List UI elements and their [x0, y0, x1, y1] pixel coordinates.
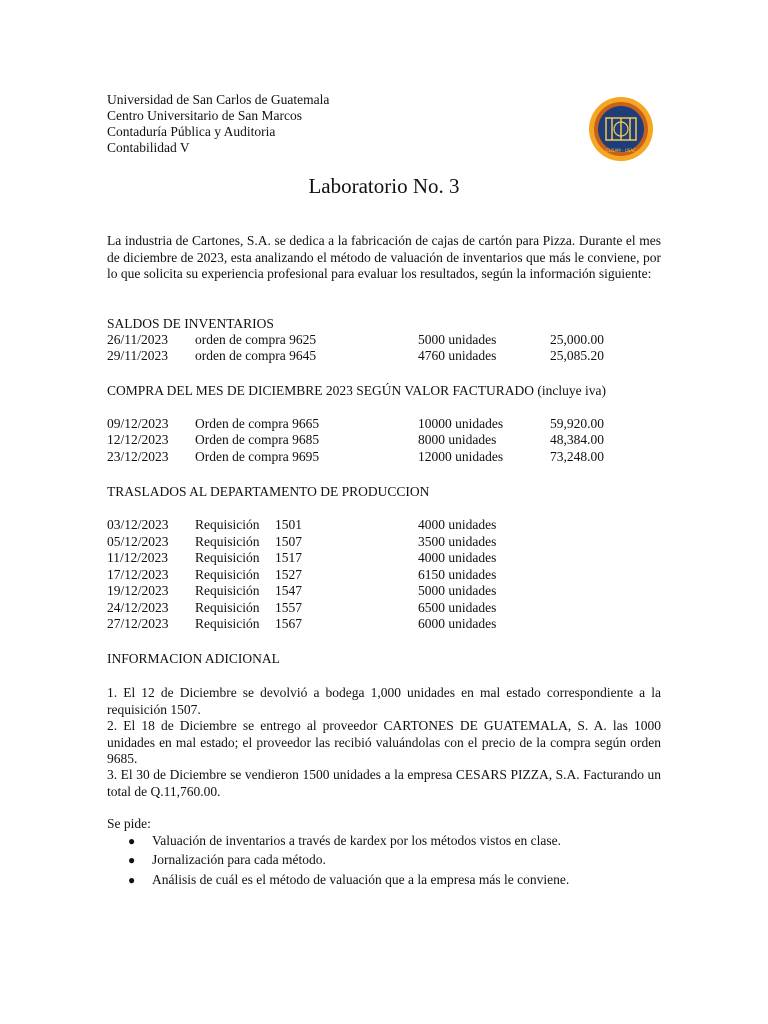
university-name: Universidad de San Carlos de Guatemala — [107, 92, 330, 107]
row-units: 5000 unidades — [418, 583, 497, 598]
table-row — [0, 449, 768, 466]
bullet-icon: ● — [128, 873, 136, 887]
row-desc: Requisición — [195, 567, 260, 582]
row-desc: Orden de compra 9685 — [195, 432, 320, 447]
campus-name: Centro Universitario de San Marcos — [107, 108, 302, 123]
course-name: Contabilidad V — [107, 140, 190, 155]
list-item: Análisis de cuál es el método de valuación que a la empresa más le conviene. — [152, 872, 570, 887]
sepide-heading: Se pide: — [107, 816, 151, 831]
row-date: 09/12/2023 — [107, 416, 169, 431]
row-units: 10000 unidades — [418, 416, 504, 431]
table-row — [0, 534, 768, 551]
row-number: 1507 — [275, 534, 302, 549]
university-seal-logo — [588, 96, 654, 162]
adicional-item-2: 2. El 18 de Diciembre se entrego al proveedor CARTONES DE GUATEMALA, S. A. las 1000 unidades en mal estado; el proveedor las recibió valuándolas con el precio de la compra según orden 9685. — [107, 718, 661, 766]
table-row — [0, 517, 768, 534]
saldos-heading: SALDOS DE INVENTARIOS — [107, 316, 274, 331]
table-row — [0, 567, 768, 584]
row-desc: orden de compra 9625 — [195, 332, 317, 347]
row-number: 1547 — [275, 583, 302, 598]
page-title: Laboratorio No. 3 — [308, 174, 460, 198]
logo-text: CUSAM - USAC — [606, 148, 636, 153]
intro-paragraph: La industria de Cartones, S.A. se dedica a la fabricación de cajas de cartón para Pizza. Durante el mes de diciembre de 2023, esta analizando el método de valuación de inventarios que más le conviene, por lo que solicita su experiencia profesional para evaluar los resultados, según la información siguiente: — [107, 233, 661, 281]
row-desc: Requisición — [195, 600, 260, 615]
career-name: Contaduría Pública y Auditoria — [107, 124, 276, 139]
row-amount: 48,384.00 — [550, 432, 604, 447]
adicional-item-1: 1. El 12 de Diciembre se devolvió a bodega 1,000 unidades en mal estado correspondiente a la requisición 1507. — [107, 685, 661, 717]
row-units: 4760 unidades — [418, 348, 497, 363]
row-desc: orden de compra 9645 — [195, 348, 317, 363]
row-date: 11/12/2023 — [107, 550, 169, 565]
table-row — [0, 348, 768, 365]
row-desc: Requisición — [195, 583, 260, 598]
table-row — [0, 416, 768, 433]
row-desc: Requisición — [195, 534, 260, 549]
row-date: 26/11/2023 — [107, 332, 169, 347]
row-amount: 59,920.00 — [550, 416, 604, 431]
row-units: 4000 unidades — [418, 517, 497, 532]
row-date: 24/12/2023 — [107, 600, 169, 615]
row-date: 05/12/2023 — [107, 534, 169, 549]
row-date: 17/12/2023 — [107, 567, 169, 582]
row-units: 12000 unidades — [418, 449, 504, 464]
row-number: 1557 — [275, 600, 302, 615]
row-date: 27/12/2023 — [107, 616, 169, 631]
row-units: 6150 unidades — [418, 567, 497, 582]
table-row — [0, 583, 768, 600]
row-desc: Requisición — [195, 616, 260, 631]
adicional-heading: INFORMACION ADICIONAL — [107, 651, 280, 666]
row-units: 4000 unidades — [418, 550, 497, 565]
row-amount: 25,085.20 — [550, 348, 604, 363]
table-row — [0, 616, 768, 633]
list-item: Valuación de inventarios a través de kardex por los métodos vistos en clase. — [152, 833, 562, 848]
row-number: 1501 — [275, 517, 302, 532]
row-amount: 25,000.00 — [550, 332, 604, 347]
table-row — [0, 550, 768, 567]
row-desc: Requisición — [195, 550, 260, 565]
table-row — [0, 600, 768, 617]
list-item: Jornalización para cada método. — [152, 852, 326, 867]
compras-heading: COMPRA DEL MES DE DICIEMBRE 2023 SEGÚN VALOR FACTURADO (incluye iva) — [107, 383, 607, 398]
table-row — [0, 432, 768, 449]
bullet-icon: ● — [128, 853, 136, 867]
row-date: 19/12/2023 — [107, 583, 169, 598]
row-units: 3500 unidades — [418, 534, 497, 549]
row-date: 23/12/2023 — [107, 449, 169, 464]
row-units: 8000 unidades — [418, 432, 497, 447]
table-row — [0, 332, 768, 349]
row-units: 6500 unidades — [418, 600, 497, 615]
adicional-item-3: 3. El 30 de Diciembre se vendieron 1500 unidades a la empresa CESARS PIZZA, S.A. Facturando un total de Q.11,760.00. — [107, 767, 661, 799]
row-units: 6000 unidades — [418, 616, 497, 631]
row-units: 5000 unidades — [418, 332, 497, 347]
row-number: 1567 — [275, 616, 302, 631]
bullet-icon: ● — [128, 834, 136, 848]
row-desc: Orden de compra 9665 — [195, 416, 320, 431]
row-date: 03/12/2023 — [107, 517, 169, 532]
row-date: 12/12/2023 — [107, 432, 169, 447]
traslados-heading: TRASLADOS AL DEPARTAMENTO DE PRODUCCION — [107, 484, 430, 499]
row-date: 29/11/2023 — [107, 348, 169, 363]
row-amount: 73,248.00 — [550, 449, 604, 464]
row-number: 1517 — [275, 550, 302, 565]
row-desc: Orden de compra 9695 — [195, 449, 320, 464]
row-number: 1527 — [275, 567, 302, 582]
row-desc: Requisición — [195, 517, 260, 532]
